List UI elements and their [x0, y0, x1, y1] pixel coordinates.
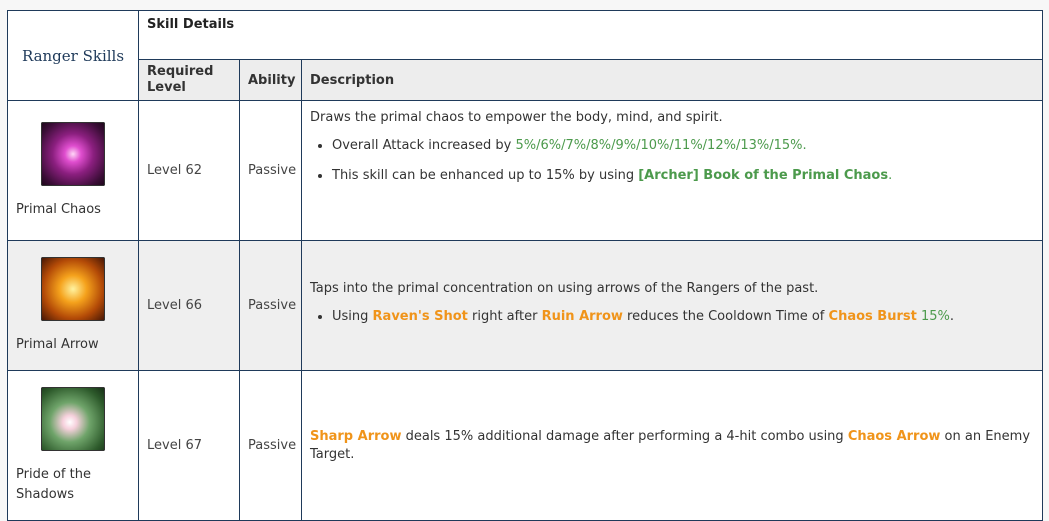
required-level-header: Required Level [139, 60, 240, 101]
description-intro: Taps into the primal concentration on using arrows of the Rangers of the past. [310, 280, 819, 296]
skill-cell [8, 371, 139, 521]
ranger-skills-header: Ranger Skills [8, 11, 139, 101]
skill-link[interactable]: Sharp Arrow [310, 428, 402, 444]
table-row [8, 101, 1043, 241]
description-text [310, 428, 1034, 464]
skill-link[interactable]: Raven's Shot [372, 308, 468, 324]
description-intro: Draws the primal chaos to empower the body, mind, and spirit. [310, 110, 723, 125]
attack-values: 5%/6%/7%/8%/9%/10%/11%/12%/13%/15%. [515, 138, 807, 153]
ability-cell: Passive [240, 371, 302, 521]
description-cell [302, 371, 1043, 521]
ability-cell: Passive [240, 101, 302, 241]
skill-link[interactable]: Chaos Arrow [847, 428, 941, 444]
description-part: deals 15% additional damage after performing a 4-hit combo using [401, 428, 848, 444]
pride-of-the-shadows-icon[interactable] [41, 387, 105, 451]
bullet-text: right after [467, 308, 542, 324]
bullet-text: . [888, 168, 893, 183]
primal-arrow-icon[interactable] [41, 257, 105, 321]
skill-name[interactable]: Primal Chaos [16, 201, 101, 217]
list-item [332, 308, 1034, 326]
skill-name[interactable]: Pride of the Shadows [16, 466, 91, 502]
description-cell [302, 241, 1043, 371]
bullet-text: Overall Attack increased by [332, 138, 516, 153]
description-part: on an Enemy Target. [310, 428, 1031, 462]
list-item [332, 137, 1034, 155]
skill-details-header: Skill Details [139, 11, 1043, 60]
skills-table [7, 10, 1043, 521]
bullet-text: This skill can be enhanced up to 15% by using [332, 168, 639, 183]
table-row [8, 241, 1043, 371]
description-header: Description [302, 60, 1043, 101]
bullet-text: . [949, 308, 955, 324]
primal-chaos-icon[interactable] [41, 122, 105, 186]
table-row [8, 371, 1043, 521]
bullet-text: reduces the Cooldown Time of [622, 308, 829, 324]
list-item [332, 167, 1034, 185]
book-link[interactable]: [Archer] Book of the Primal Chaos [638, 168, 889, 183]
description-cell [302, 101, 1043, 241]
ability-header: Ability [240, 60, 302, 101]
level-cell: Level 62 [139, 101, 240, 241]
cooldown-value: 15% [920, 308, 950, 324]
skills-table-wrapper [7, 10, 1043, 521]
skill-cell [8, 101, 139, 241]
ability-cell: Passive [240, 241, 302, 371]
skill-cell [8, 241, 139, 371]
skill-link[interactable]: Chaos Burst [828, 308, 917, 324]
level-cell: Level 66 [139, 241, 240, 371]
level-cell: Level 67 [139, 371, 240, 521]
bullet-text: Using [332, 308, 373, 324]
skill-link[interactable]: Ruin Arrow [541, 308, 623, 324]
skill-name[interactable]: Primal Arrow [16, 336, 99, 352]
